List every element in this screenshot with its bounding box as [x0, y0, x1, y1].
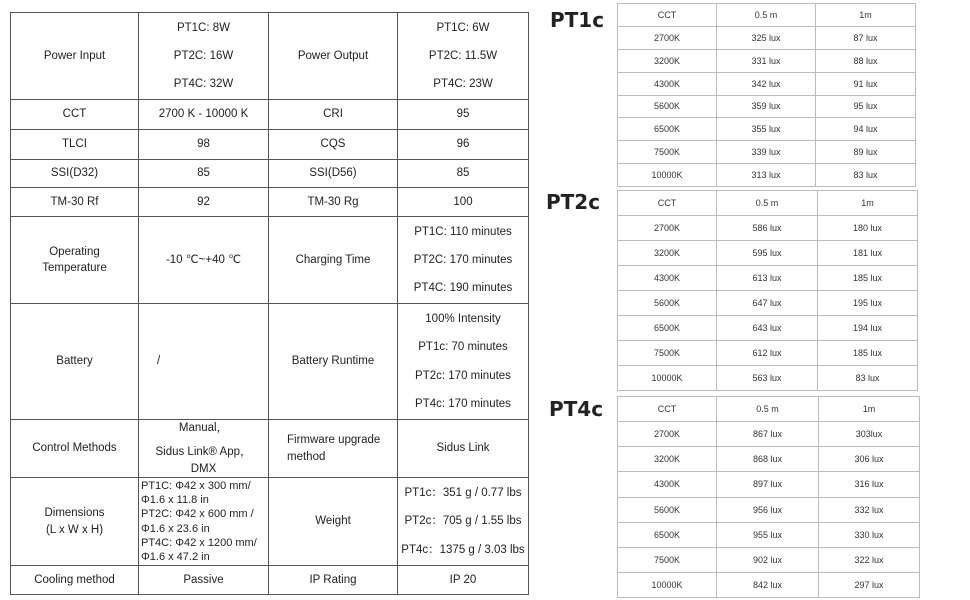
spec-table [10, 12, 529, 595]
power-input-value: PT1C: 8W PT2C: 16W PT4C: 32W [139, 13, 269, 100]
control-label: Control Methods [11, 420, 139, 478]
power-output-label: Power Output [269, 13, 398, 100]
table-row [11, 420, 529, 478]
table-row: 6500K 955 lux 330 lux [618, 522, 920, 547]
pt4c-title: PT4c [549, 397, 604, 421]
dimensions-label: Dimensions (L x W x H) [11, 478, 139, 566]
weight-label: Weight [269, 478, 398, 566]
control-value: Manual， Sidus Link® App， DMX [139, 420, 269, 478]
table-row: 3200K 868 lux 306 lux [618, 447, 920, 472]
cooling-label: Cooling method [11, 566, 139, 595]
table-row: CCT 0.5 m 1m [618, 397, 920, 422]
table-row [11, 566, 529, 595]
table-row: 10000K 563 lux 83 lux [618, 366, 918, 391]
table-row: 7500K 339 lux 89 lux [618, 141, 916, 164]
cct-label: CCT [11, 100, 139, 130]
table-row [11, 304, 529, 420]
tlci-label: TLCI [11, 130, 139, 160]
ssi56-label: SSI(D56) [269, 160, 398, 188]
runtime-label: Battery Runtime [269, 304, 398, 420]
table-row [11, 100, 529, 130]
table-row [11, 188, 529, 217]
pt4c-lux-table [617, 396, 920, 598]
charging-value: PT1C: 110 minutes PT2C: 170 minutes PT4C: 190 minutes [398, 217, 529, 304]
table-row [11, 130, 529, 160]
ssi32-value: 85 [139, 160, 269, 188]
table-row: 5600K 647 lux 195 lux [618, 291, 918, 316]
cqs-label: CQS [269, 130, 398, 160]
cri-label: CRI [269, 100, 398, 130]
op-temp-label: Operating Temperature [11, 217, 139, 304]
pt2c-lux-table [617, 190, 918, 391]
ip-label: IP Rating [269, 566, 398, 595]
table-row [11, 478, 529, 566]
dimensions-value: PT1C: Φ42 x 300 mm/ Φ1.6 x 11.8 in PT2C: Φ42 x 600 mm / Φ1.6 x 23.6 in PT4C: Φ42 x 1200 mm/ Φ1.6 x 47.2 in [139, 478, 269, 566]
cqs-value: 96 [398, 130, 529, 160]
runtime-value: 100% Intensity PT1c: 70 minutes PT2c: 170 minutes PT4c: 170 minutes [398, 304, 529, 420]
table-row: 4300K 342 lux 91 lux [618, 72, 916, 95]
table-row: 5600K 359 lux 95 lux [618, 95, 916, 118]
pt1c-lux-table [617, 3, 916, 187]
rf-value: 92 [139, 188, 269, 217]
table-row: 6500K 355 lux 94 lux [618, 118, 916, 141]
table-row: 2700K 325 lux 87 lux [618, 26, 916, 49]
table-row: 2700K 586 lux 180 lux [618, 216, 918, 241]
table-row [11, 13, 529, 100]
ssi32-label: SSI(D32) [11, 160, 139, 188]
table-row: CCT 0.5 m 1m [618, 191, 918, 216]
table-row: 3200K 595 lux 181 lux [618, 241, 918, 266]
tlci-value: 98 [139, 130, 269, 160]
firmware-label: Firmware upgrade method [269, 420, 398, 478]
op-temp-value: -10 ℃~+40 ℃ [139, 217, 269, 304]
power-output-value: PT1C: 6W PT2C: 11.5W PT4C: 23W [398, 13, 529, 100]
cct-value: 2700 K - 10000 K [139, 100, 269, 130]
cri-value: 95 [398, 100, 529, 130]
rg-label: TM-30 Rg [269, 188, 398, 217]
ssi56-value: 85 [398, 160, 529, 188]
table-row: 4300K 613 lux 185 lux [618, 266, 918, 291]
pt1c-title: PT1c [550, 8, 605, 32]
table-row: 2700K 867 lux 303lux [618, 422, 920, 447]
pt2c-title: PT2c [546, 190, 601, 214]
battery-value: / [139, 304, 269, 420]
table-row: 3200K 331 lux 88 lux [618, 49, 916, 72]
table-row: 10000K 842 lux 297 lux [618, 572, 920, 597]
charging-label: Charging Time [269, 217, 398, 304]
table-row [11, 217, 529, 304]
table-row: 4300K 897 lux 316 lux [618, 472, 920, 497]
cooling-value: Passive [139, 566, 269, 595]
table-row: 10000K 313 lux 83 lux [618, 164, 916, 187]
power-input-label: Power Input [11, 13, 139, 100]
battery-label: Battery [11, 304, 139, 420]
weight-value: PT1c：351 g / 0.77 lbs PT2c：705 g / 1.55 lbs PT4c：1375 g / 3.03 lbs [398, 478, 529, 566]
rf-label: TM-30 Rf [11, 188, 139, 217]
rg-value: 100 [398, 188, 529, 217]
table-row: 7500K 612 lux 185 lux [618, 341, 918, 366]
firmware-value: Sidus Link [398, 420, 529, 478]
table-row [11, 160, 529, 188]
ip-value: IP 20 [398, 566, 529, 595]
table-row: CCT 0.5 m 1m [618, 4, 916, 27]
table-row: 7500K 902 lux 322 lux [618, 547, 920, 572]
table-row: 6500K 643 lux 194 lux [618, 316, 918, 341]
table-row: 5600K 956 lux 332 lux [618, 497, 920, 522]
